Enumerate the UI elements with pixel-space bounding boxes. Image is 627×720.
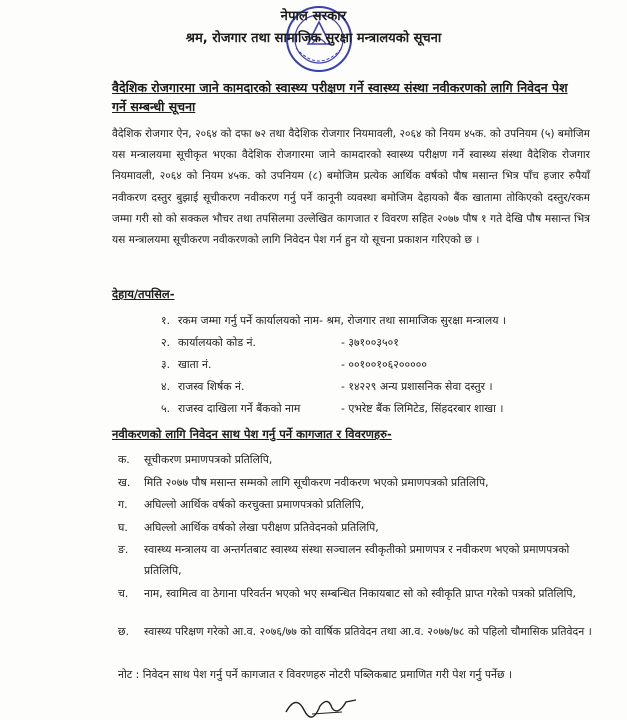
document-text: नाम, स्वामित्व वा ठेगाना परिवर्तन भएको भए सम्बन्धित निकायबाट सो को स्वीकृति प्राप्त गरेको पत्रको प्रतिलिपि, [144,587,576,600]
notice-body: वैदेशिक रोजगार ऐन, २०६४ को दफा ७२ तथा वैदेशिक रोजगार नियमावली, २०६४ को नियम ४५क. को उपनियम (५) बमोजिम यस मन्त्रालयमा सूचीकृत भएका वैदेशिक रोजगारमा जाने कामदारको स्वास्थ्य परीक्षण गर्ने स्वास्थ्य संस्था वैदेशिक रोजगार नियमावली, २०६४ को नियम ४५क. को उपनियम (८) बमोजिम प्रत्येक आर्थिक वर्षको पौष मसान्त भित्र पाँच हजार रुपैयाँ नवीकरण दस्तुर बुझाई सूचीकरण नवीकरण गर्नु पर्ने कानूनी व्यवस्था बमोजिम देहायको बैंक खातामा तोकिएको दस्तुर/रकम जम्मा गरी सो को सक्कल भौचर तथा तपसिलमा उल्लेखित कागजात र विवरण सहित २०७७ पौष १ गते देखि पौष मसान्त भित्र यस मन्त्रालयमा सूचीकरण नवीकरणको लागि निवेदन पेश गर्न हुन यो सूचना प्रकाशन गरिएको छ । [112,128,590,247]
signature-icon [282,690,362,720]
detail-value: - १४२२९ अन्य प्रशासनिक सेवा दस्तुर । [341,380,493,393]
documents-heading: नवीकरणको लागि निवेदन साथ पेश गर्नु पर्ने कागजात र विवरणहरु- [112,427,392,441]
document-item [118,621,598,642]
document-item [118,517,598,538]
detail-num: ५. [160,402,170,415]
detail-value: - ००१००१०६२००००० [341,358,427,371]
document-text: स्वास्थ्य परिक्षण गरेको आ.व. २०७६/७७ को वार्षिक प्रतिवेदन तथा आ.व. २०७७/७८ को पहिलो चौमासिक प्रतिवेदन । [144,625,592,638]
document-text: मिति २०७७ पौष मसान्त सम्मको लागि सूचीकरण नवीकरण भएको प्रमाणपत्रको प्रतिलिपि, [144,476,489,489]
detail-value: - एभरेष्ट बैंक लिमिटेड, सिंहदरबार शाखा । [341,402,504,415]
government-name: नेपाल सरकार [280,9,347,24]
detail-value: - ३७१००३५०१ [341,336,399,349]
document-key: ग. [118,498,128,511]
document-item [118,494,598,515]
ministry-notice-heading: श्रम, रोजगार तथा सामाजिक सुरक्षा मन्त्रालयको सूचना [185,31,442,46]
document-text: अघिल्लो आर्थिक वर्षको लेखा परीक्षण प्रतिवेदनको प्रतिलिपि, [144,521,379,534]
detail-num: १. [160,314,170,327]
document-item [118,449,598,470]
detail-label: राजस्व दाखिला गर्ने बैंकको नाम [178,402,301,415]
detail-label: खाता नं. [178,358,212,371]
detail-num: २. [160,336,170,349]
document-key: घ. [118,521,128,534]
document-text: स्वास्थ्य मन्त्रालय वा अन्तर्गतबाट स्वास्थ्य संस्था सञ्चालन स्वीकृतीको प्रमाणपत्र र नवीकरण भएको प्रमाणपत्रको प्रतिलिपि, [144,543,570,577]
document-item [118,583,598,604]
document-key: ख. [118,476,131,489]
document-item [118,539,598,581]
details-heading: देहाय/तपसिल- [112,287,175,301]
document-text: अघिल्लो आर्थिक वर्षको करचुक्ता प्रमाणपत्रको प्रतिलिपि, [144,498,365,511]
document-text: सूचीकरण प्रमाणपत्रको प्रतिलिपि, [144,453,273,466]
detail-label: राजस्व शिर्षक नं. [178,380,245,393]
detail-num: ४. [160,380,170,393]
detail-num: ३. [160,358,170,371]
document-item [118,472,598,493]
notice-note: नोट : निवेदन साथ पेश गर्नु पर्ने कागजात र विवरणहरु नोटरी पब्लिकबाट प्रमाणित गरी पेश गर्नु पर्नेछ । [118,668,513,681]
notice-title: वैदेशिक रोजगारमा जाने कामदारको स्वास्थ्य परीक्षण गर्ने स्वास्थ्य संस्था नवीकरणको लागि निवेदन पेश गर्ने सम्बन्धी सूचना [112,80,568,114]
document-key: च. [118,587,129,600]
document-key: क. [118,453,130,466]
document-key: ङ. [118,543,129,556]
detail-label: कार्यालयको कोड नं. [178,336,256,349]
document-key: छ. [118,625,130,638]
detail-label: रकम जम्मा गर्नु पर्ने कार्यालयको नाम- श्रम, रोजगार तथा सामाजिक सुरक्षा मन्त्रालय । [178,314,506,327]
